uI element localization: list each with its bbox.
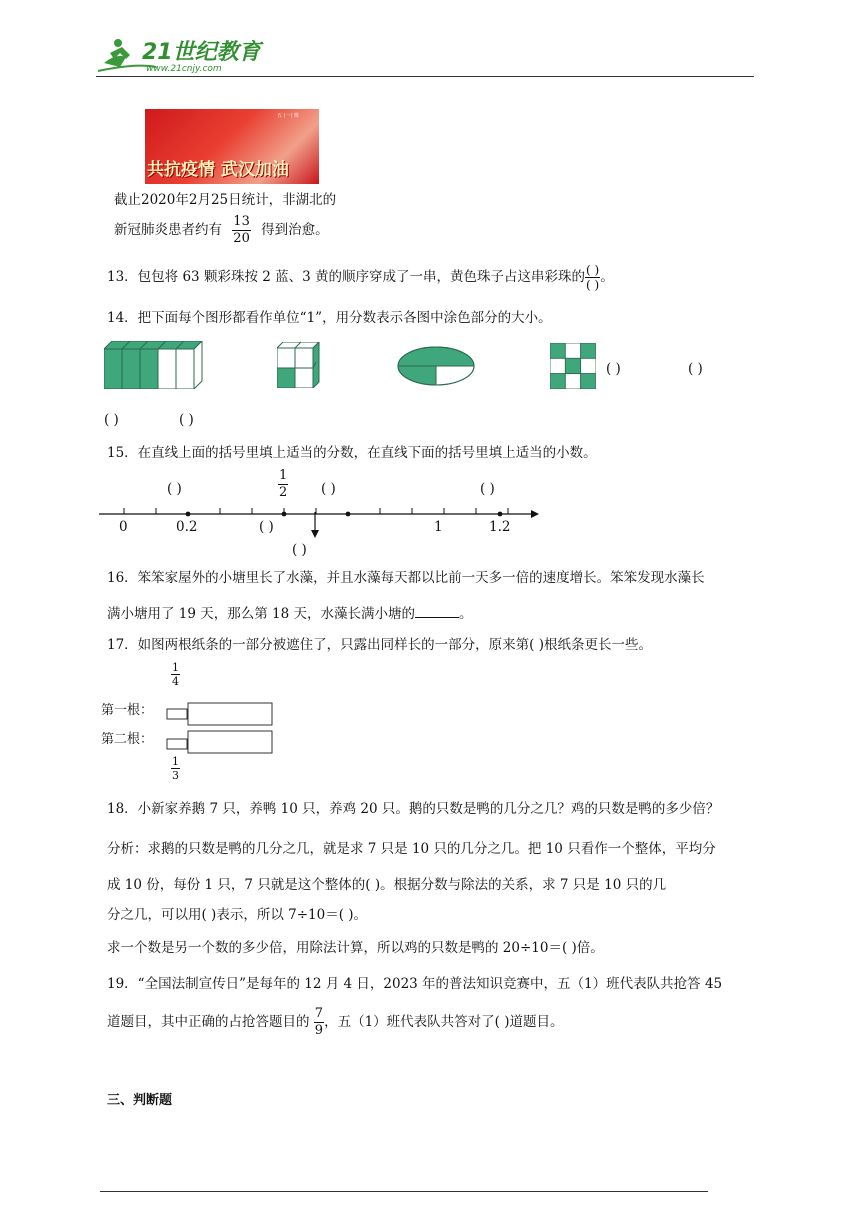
q13-fraction-blank[interactable] (585, 263, 600, 292)
question-18-line4: 分之几，可以用( )表示，所以 7÷10＝( )。 (107, 907, 368, 923)
q15-blank-top-3[interactable]: ( ) (480, 481, 495, 497)
q16-answer-blank[interactable] (415, 603, 459, 618)
banner-image (145, 109, 319, 184)
q17-frac1-num: 1 (172, 661, 179, 674)
intro-frac-num: 13 (233, 214, 250, 229)
q17-frac-2 (171, 755, 180, 782)
question-14: 14．把下面每个图形都看作单位“1”，用分数表示各图中涂色部分的大小。 (107, 310, 552, 326)
q15-blank-top-1[interactable]: ( ) (167, 481, 182, 497)
q14-blank-4[interactable]: ( ) (179, 412, 194, 428)
question-19-line1: 19．“全国法制宣传日”是每年的 12 月 4 日，2023 年的普法知识竞赛中，五（1）班代表队共抢答 45 (107, 976, 723, 992)
logo-url: www.21cnjy.com (146, 64, 222, 74)
q19-frac-den: 9 (314, 1023, 324, 1038)
q17-frac2-num: 1 (172, 755, 179, 768)
q14-figure-prism (104, 341, 204, 393)
question-18-line2: 分析：求鹅的只数是鸭的几分之几，就是求 7 只是 10 只的几分之几。把 10 只看作一个整体，平均分 (107, 841, 716, 857)
tick-label-0.2: 0.2 (176, 519, 198, 535)
q16-prefix: 满小塘用了 19 天，那么第 18 天，水藻长满小塘的 (107, 606, 416, 622)
intro-suffix: 得到治愈。 (261, 222, 329, 238)
q15-blank-bottom-2[interactable]: ( ) (292, 542, 307, 558)
logo-text: 21世纪教育 (142, 40, 261, 65)
q17-frac2-den: 3 (172, 769, 179, 782)
intro-fraction (232, 214, 251, 247)
half-num: 1 (279, 468, 288, 483)
q14-figure-cube (277, 342, 321, 392)
tick-label-1: 1 (434, 519, 443, 535)
question-16-line2 (107, 603, 473, 623)
intro-frac-den: 20 (233, 231, 250, 246)
q15-blank-top-2[interactable]: ( ) (321, 481, 336, 497)
banner-side-text: 五 (一) 班 (276, 113, 300, 119)
q14-blank-1[interactable]: ( ) (606, 361, 621, 377)
q13-end: 。 (600, 269, 614, 285)
q13-text: 13．包包将 63 颗彩珠按 2 蓝、3 黄的顺序穿成了一串，黄色珠子占这串彩珠的 (107, 269, 585, 285)
q19-suffix: ，五（1）班代表队共答对了( )道题目。 (324, 1014, 564, 1030)
q13-frac-den: ( ) (586, 278, 600, 292)
strip-label-1: 第一根： (101, 703, 154, 718)
intro-line2 (114, 213, 329, 247)
question-19-line2 (107, 1004, 564, 1040)
banner-main-text: 共抗疫情 武汉加油 (147, 160, 289, 180)
q13-frac-num: ( ) (586, 263, 600, 277)
q14-figure-ellipse (396, 345, 476, 391)
question-16-line1: 16．笨笨家屋外的小塘里长了水藻，并且水藻每天都以比前一天多一倍的速度增长。笨笨发现水藻长 (107, 570, 705, 586)
q14-figure-grid (550, 343, 596, 393)
half-den: 2 (279, 485, 288, 500)
tick-label-1.2: 1.2 (489, 519, 511, 535)
q17-frac-1 (171, 661, 180, 688)
down-arrow-icon (311, 512, 319, 542)
question-15: 15．在直线上面的括号里填上适当的分数，在直线下面的括号里填上适当的小数。 (107, 445, 597, 461)
question-17: 17．如图两根纸条的一部分被遮住了，只露出同样长的一部分，原来第( )根纸条更长一些。 (107, 637, 653, 653)
question-18-line3: 成 10 份，每份 1 只，7 只就是这个整体的( )。根据分数与除法的关系，求 7 只是 10 只的几 (107, 877, 667, 893)
number-line (99, 500, 539, 528)
intro-line1: 截止2020年2月25日统计，非湖北的 (114, 192, 337, 208)
section-3-title: 三、判断题 (107, 1093, 173, 1108)
footer-rule (100, 1191, 708, 1192)
question-18-line1: 18．小新家养鹅 7 只，养鸭 10 只，养鸡 20 只。鹅的只数是鸭的几分之几？鸡的只数是鸭的多少倍？ (107, 801, 720, 817)
intro-prefix: 新冠肺炎患者约有 (114, 222, 222, 238)
strip-label-2: 第二根： (101, 732, 154, 747)
header-rule (96, 76, 754, 77)
q19-prefix: 道题目，其中正确的占抢答题目的 (107, 1014, 310, 1030)
tick-label-0: 0 (119, 519, 128, 535)
q14-blank-3[interactable]: ( ) (104, 412, 119, 428)
half-fraction (278, 468, 288, 501)
q16-suffix: 。 (459, 606, 473, 622)
q19-fraction (314, 1006, 324, 1039)
question-18-line5: 求一个数是另一个数的多少倍，用除法计算，所以鸡的只数是鸭的 20÷10＝( )倍。 (107, 940, 604, 956)
paper-strips (166, 699, 276, 759)
q17-frac1-den: 4 (172, 675, 179, 688)
q15-blank-bottom-1[interactable]: ( ) (259, 519, 274, 535)
q14-blank-2[interactable]: ( ) (688, 361, 703, 377)
question-13 (107, 262, 614, 292)
q19-frac-num: 7 (314, 1006, 324, 1021)
